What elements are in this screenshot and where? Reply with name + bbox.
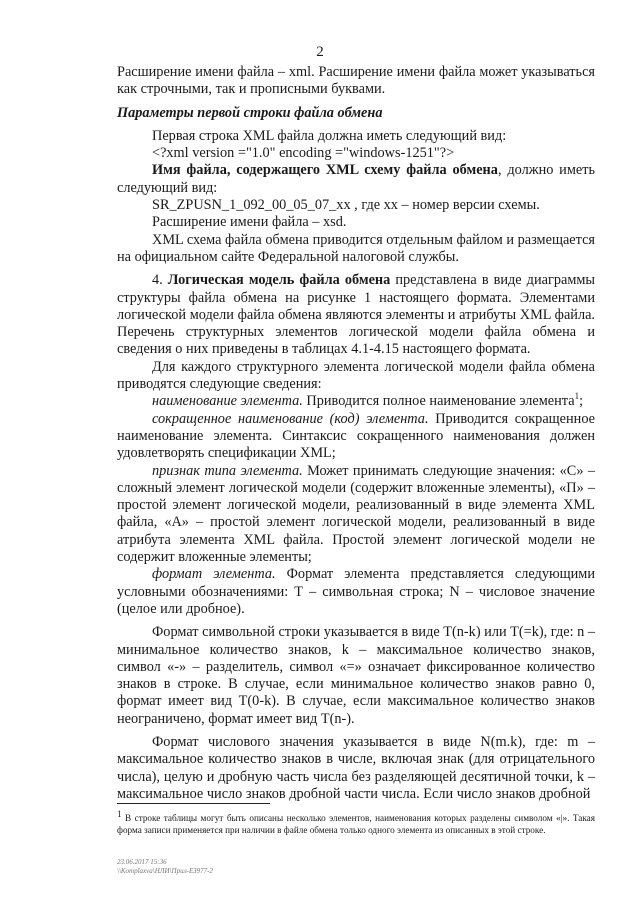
paragraph-text: Формат числового значения указывается в виде N(m.k), где: m – максимальное количество знаков в числе, включая знак (для отрицательного числа), целую и дробную часть числа без разделяющей десятичной точки, k – максимальное число знаков дробной части числа. Если число знаков дробной xyxy=(117,733,595,802)
page-number: 2 xyxy=(316,44,324,60)
paragraph-text: Расширение имени файла – xml. Расширение имени файла может указываться как строчными, так и прописными буквами. xyxy=(117,64,595,98)
file-stamp xyxy=(117,858,213,876)
paragraph-text: Формат символьной строки указывается в виде Т(n-k) или Т(=k), где: n – минимальное количество знаков, k – максимальное количество знаков, символ «-» – разделитель, символ «=» означает фиксированное количество знаков в строке. В случае, если минимальное количество знаков равно 0, формат имеет вид Т(0-k). В случае, если максимальное количество знаков неограничено, формат имеет вид Т(n-). xyxy=(117,624,595,727)
italic-term: сокращенное наименование (код) элемента. xyxy=(152,410,429,427)
paragraph-element-format xyxy=(117,566,595,618)
italic-term: формат элемента. xyxy=(152,566,276,583)
footnote-text: В строке таблицы могут быть описаны несколько элементов, наименования которых разделены символом «|». Такая форма записи применяется при наличии в файле обмена только одного элемента из описанных в этой строке. xyxy=(117,813,595,835)
paragraph-schema-filename xyxy=(117,197,595,214)
paragraph-text: Формат элемента представляется следующими условными обозначениями: Т – символьная строка; N – числовое значение (целое или дробное). xyxy=(117,566,596,617)
stamp-date: 23.06.2017 15:36 xyxy=(117,858,167,866)
paragraph-text: Расширение имени файла – xsd. xyxy=(152,214,347,231)
heading-text: Параметры первой строки файла обмена xyxy=(117,104,383,121)
italic-term: признак типа элемента. xyxy=(152,462,303,479)
paragraph-logical-model xyxy=(117,272,595,358)
xml-declaration xyxy=(117,145,595,162)
paragraph-element-type xyxy=(117,463,595,567)
paragraph-schema-location xyxy=(117,232,595,267)
paragraph-text: SR_ZPUSN_1_092_00_05_07_xx , где хх – номер версии схемы. xyxy=(152,197,540,214)
paragraph-text: XML схема файла обмена приводится отдельным файлом и размещается на официальном сайте Федеральной налоговой службы. xyxy=(117,231,595,265)
footnote xyxy=(117,808,595,836)
paragraph-text: Приводится полное наименование элемента xyxy=(302,393,575,410)
paragraph-string-format xyxy=(117,624,595,728)
footnote-divider xyxy=(117,803,270,804)
italic-term: наименование элемента. xyxy=(152,393,303,410)
item-number: 4. xyxy=(152,272,168,289)
paragraph-text: , должно иметь следующий вид: xyxy=(117,162,595,196)
bold-text: Имя файла, содержащего XML схему файла обмена xyxy=(152,162,498,179)
paragraph-text: Для каждого структурного элемента логической модели файла обмена приводятся следующие сведения: xyxy=(117,358,595,393)
paragraph-text: Первая строка XML файла должна иметь следующий вид: xyxy=(152,127,507,144)
footnote-reference[interactable]: 1 xyxy=(574,391,580,402)
paragraph-schema-name xyxy=(117,162,595,197)
paragraph-number-format xyxy=(117,734,595,803)
punctuation: ; xyxy=(579,393,584,410)
paragraph-text: Приводится сокращенное наименование элемента. Синтаксис сокращенного наименования должен удовлетворять спецификации XML; xyxy=(117,410,595,462)
paragraph-element-info xyxy=(117,359,595,394)
bold-text: Логическая модель файла обмена xyxy=(167,272,391,289)
stamp-path: \\Komplaxva\НЛИ\Прил-ЕЗ977-2 xyxy=(117,867,213,875)
paragraph-text: представлена в виде диаграммы структуры файла обмена на рисунке 1 настоящего формата. Элементами логической модели файла обмена являются элементы и атрибуты XML файла. Перечень структурных элементов логической модели файла обмена и сведения о них приведены в таблицах 4.1-4.15 настоящего формата. xyxy=(117,272,596,358)
paragraph-xsd-extension xyxy=(117,214,595,231)
paragraph-first-line xyxy=(117,128,595,145)
paragraph-extension xyxy=(117,64,595,99)
section-heading xyxy=(117,105,595,122)
paragraph-text: Может принимать следующие значения: «С» – сложный элемент логической модели (содержит вложенные элементы), «П» – простой элемент логической модели, реализованный в виде элемента XML файла, «А» – простой элемент логической модели, реализованный в виде атрибута элемента XML файла. Простой элемент логической модели не содержит вложенные элементы; xyxy=(117,462,595,566)
paragraph-element-name xyxy=(117,393,595,410)
footnote-mark: 1 xyxy=(117,808,122,819)
paragraph-element-code xyxy=(117,411,595,463)
code-text: <?xml version ="1.0" encoding ="windows-1251"?> xyxy=(152,145,455,162)
document-body xyxy=(117,64,595,803)
